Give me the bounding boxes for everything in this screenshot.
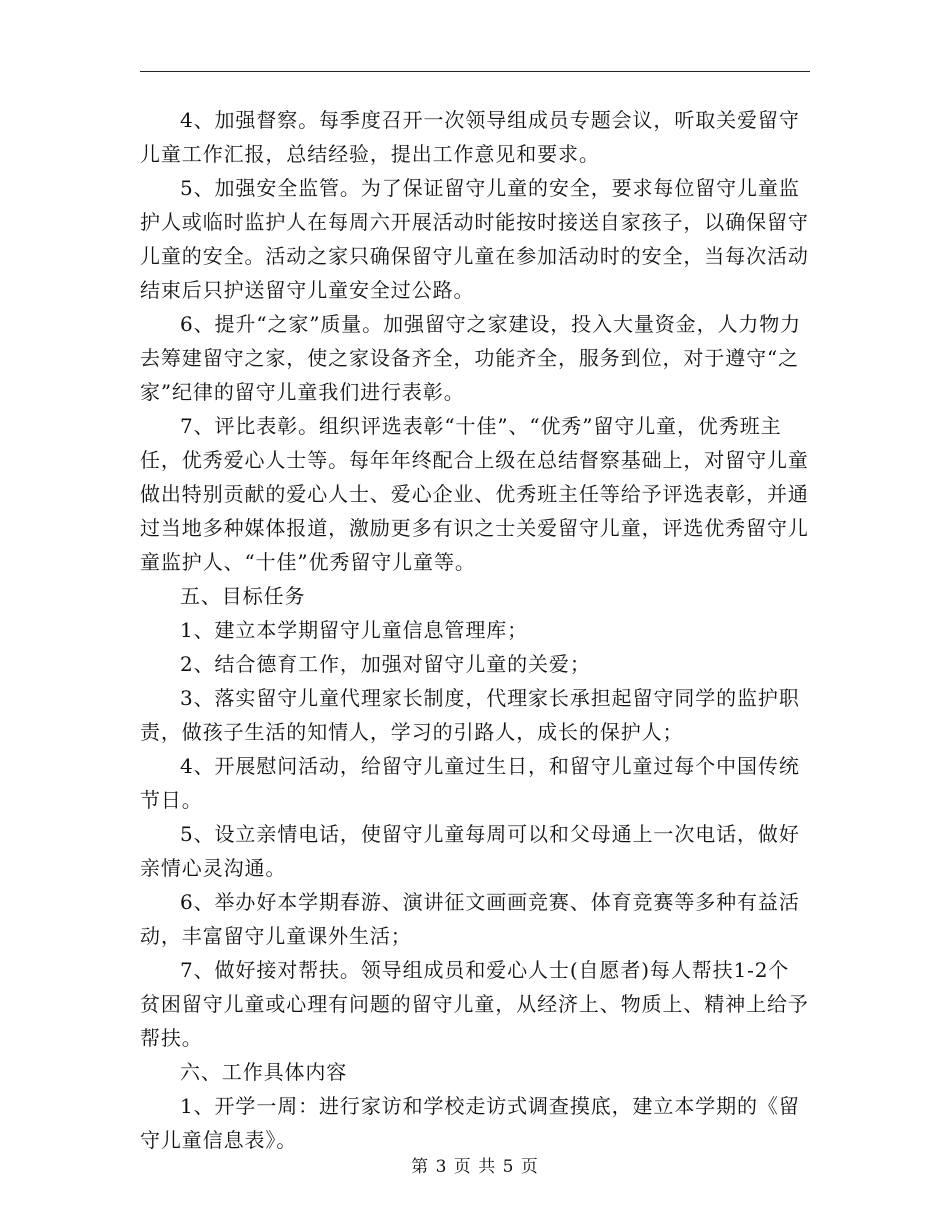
paragraph-awards: 7、评比表彰。组织评选表彰“十佳”、“优秀”留守儿童，优秀班主任，优秀爱心人士等。每年年终配合上级在总结督察基础上，对留守儿童做出特别贡献的爱心人士、爱心企业、优秀班主任等给予评选表彰，并通过当地多种媒体报道，激励更多有识之士关爱留守儿童，评选优秀留守儿童监护人、“十佳”优秀留守儿童等。 <box>140 414 809 574</box>
goal-item-2: 2、结合德育工作，加强对留守儿童的关爱； <box>180 652 591 676</box>
page-number-footer: 第 3 页 共 5 页 <box>411 1157 539 1177</box>
goal-item-4: 4、开展慰问活动，给留守儿童过生日，和留守儿童过每个中国传统节日。 <box>140 754 800 812</box>
goal-item-6: 6、举办好本学期春游、演讲征文画画竞赛、体育竞赛等多种有益活动，丰富留守儿童课外生活； <box>140 890 800 948</box>
section-heading-goals: 五、目标任务 <box>180 584 306 608</box>
paragraph-home-quality: 6、提升“之家”质量。加强留守之家建设，投入大量资金，人力物力去筹建留守之家，使之家设备齐全，功能齐全，服务到位，对于遵守“之家”纪律的留守儿童我们进行表彰。 <box>140 312 802 404</box>
goal-item-7: 7、做好接对帮扶。领导组成员和爱心人士(自愿者)每人帮扶1-2个贫困留守儿童或心理有问题的留守儿童，从经济上、物质上、精神上给予帮扶。 <box>140 958 809 1050</box>
paragraph-supervision: 4、加强督察。每季度召开一次领导组成员专题会议，听取关爱留守儿童工作汇报，总结经验，提出工作意见和要求。 <box>140 108 800 166</box>
goal-item-3: 3、落实留守儿童代理家长制度，代理家长承担起留守同学的监护职责，做孩子生活的知情人，学习的引路人，成长的保护人； <box>140 686 800 744</box>
work-item-1: 1、开学一周：进行家访和学校走访式调查摸底，建立本学期的《留守儿童信息表》。 <box>140 1094 800 1152</box>
section-heading-work-content: 六、工作具体内容 <box>180 1060 348 1084</box>
document-body <box>140 103 810 1157</box>
paragraph-safety: 5、加强安全监管。为了保证留守儿童的安全，要求每位留守儿童监护人或临时监护人在每周六开展活动时能按时接送自家孩子，以确保留守儿童的安全。活动之家只确保留守儿童在参加活动时的安全，当每次活动结束后只护送留守儿童安全过公路。 <box>140 176 809 302</box>
header-rule <box>140 71 810 72</box>
goal-item-1: 1、建立本学期留守儿童信息管理库； <box>180 618 529 642</box>
goal-item-5: 5、设立亲情电话，使留守儿童每周可以和父母通上一次电话，做好亲情心灵沟通。 <box>140 822 800 880</box>
